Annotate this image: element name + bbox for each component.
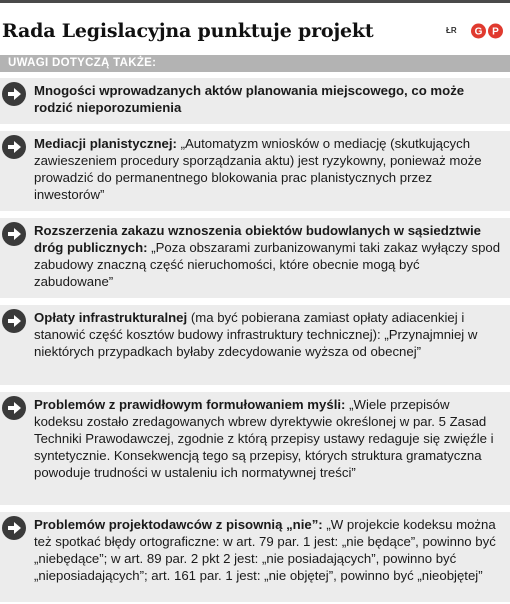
- author-credit: ŁR: [446, 26, 457, 35]
- list-item: [0, 512, 510, 602]
- list-item: [0, 218, 510, 298]
- arrow-right-icon: [1, 515, 27, 541]
- list-item-body: (ma być pobierana zamiast opłaty adiacenkiej i stanowić część kosztów budowy infrastruktury technicznej): „Przynajmniej w niektórych przypadkach byłaby zdecydowanie wyższa od obecnej”: [34, 310, 478, 359]
- list-item: [0, 78, 510, 124]
- list-item-text: [34, 222, 502, 290]
- list-item-body: „Automatyzm wniosków o mediację (skutkujących zawieszeniem procedury sporządzania aktu) jest ryzykowny, ponieważ może prowadzić do permanentnego blokowania prac planistycznych przez inwestorów”: [34, 136, 482, 202]
- list-item: [0, 305, 510, 385]
- list-item-text: [34, 309, 502, 360]
- list-item-body: „Poza obszarami zurbanizowanymi taki zakaz wyłączy spod zabudowy znaczną część nieruchomości, które obecnie mogą być zabudowane”: [34, 240, 501, 289]
- section-label: UWAGI DOTYCZĄ TAKŻE:: [8, 57, 157, 69]
- page-title: Rada Legislacyjna punktuje projekt: [2, 20, 374, 42]
- gp-logo-icon: [470, 22, 504, 40]
- svg-text:P: P: [492, 26, 499, 38]
- section-header: [0, 55, 510, 72]
- top-rule: [0, 0, 510, 3]
- list-item-heading: Problemów projektodawców z pisownią „nie”:: [34, 517, 323, 532]
- arrow-right-icon: [1, 308, 27, 334]
- list-item-heading: Opłaty infrastrukturalnej: [34, 310, 188, 325]
- list-item-heading: Mediacji planistycznej:: [34, 136, 177, 151]
- list-item: [0, 392, 510, 505]
- list-item-heading: Problemów z prawidłowym formułowaniem myśli:: [34, 397, 346, 412]
- arrow-right-icon: [1, 221, 27, 247]
- header: [0, 20, 510, 50]
- list-item-text: [34, 135, 502, 203]
- list-item-heading: Mnogości wprowadzanych aktów planowania miejscowego, co może rodzić nieporozumienia: [34, 83, 465, 115]
- list-item-text: [34, 516, 502, 584]
- list-item-text: [34, 396, 502, 481]
- arrow-right-icon: [1, 395, 27, 421]
- arrow-right-icon: [1, 81, 27, 107]
- list-item-body: „W projekcie kodeksu można też spotkać błędy ortograficzne: w art. 79 par. 1 jest: „nie będące”, powinno być „niebędące”; w art. 89 par. 2 pkt 2 jest: „nie posiadających”, powinno być „nieposiadających”; art. 161 par. 1 jest: „nie objętej”, powinno być „nieobjętej”: [34, 517, 496, 583]
- arrow-right-icon: [1, 134, 27, 160]
- list-item-body: „Wiele przepisów kodeksu zostało zredagowanych wbrew dyrektywie określonej w par. 5 Zasad Techniki Prawodawczej, zgodnie z którą przepisy ustawy redaguje się zwięźle i syntetycznie. Konsekwencją tego są przepisy, których struktura gramatyczna powoduje trudności w ustaleniu ich normatywnej treści”: [34, 397, 494, 480]
- list-item-text: [34, 82, 502, 116]
- list-item-heading: Rozszerzenia zakazu wznoszenia obiektów budowlanych w sąsiedztwie dróg publicznych:: [34, 223, 482, 255]
- svg-text:G: G: [474, 26, 483, 38]
- list-item: [0, 131, 510, 211]
